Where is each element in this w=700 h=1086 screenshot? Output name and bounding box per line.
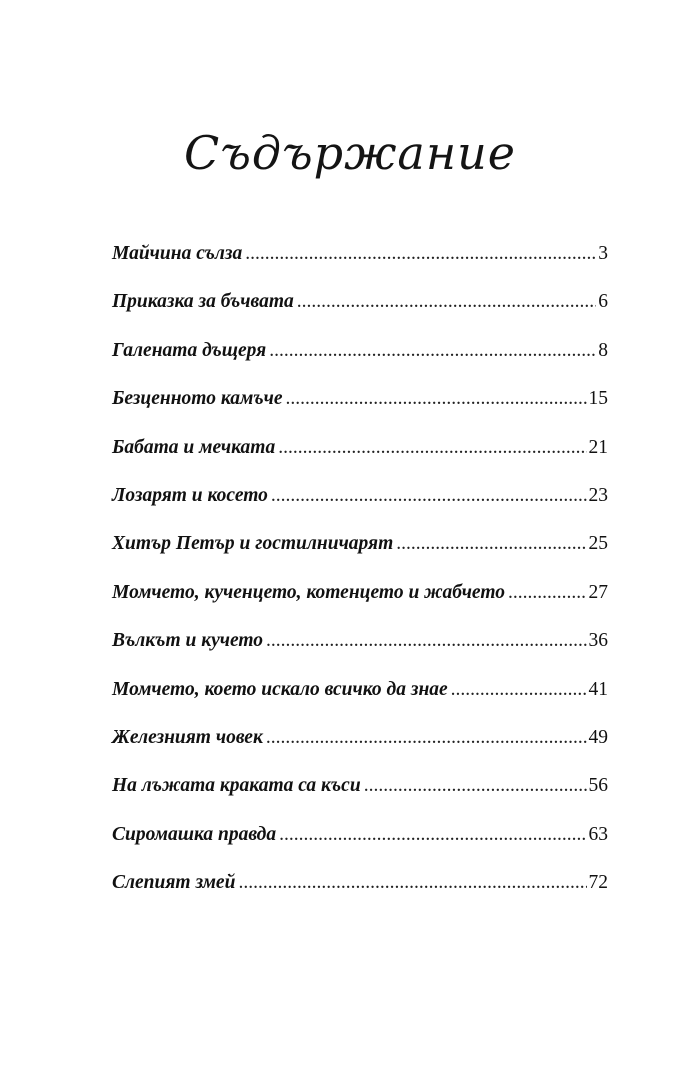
toc-entry-title: Лозарят и косето xyxy=(112,484,268,506)
toc-entry-page: 27 xyxy=(588,581,608,603)
toc-entry xyxy=(112,485,608,533)
dot-leader xyxy=(451,679,587,701)
toc-entry-page: 6 xyxy=(598,291,608,313)
toc-entry-page: 56 xyxy=(588,775,608,797)
toc-entry-title: Железният човек xyxy=(112,726,263,748)
dot-leader xyxy=(266,727,587,749)
toc-entry xyxy=(112,630,608,678)
toc-entry-page: 41 xyxy=(588,678,608,700)
toc-entry xyxy=(112,775,608,823)
toc-entry xyxy=(112,291,608,339)
toc-entry xyxy=(112,533,608,581)
toc-entry-page: 3 xyxy=(598,243,608,264)
dot-leader xyxy=(279,824,586,846)
toc-entry-page: 15 xyxy=(588,388,608,410)
toc-entry xyxy=(112,243,608,291)
dot-leader xyxy=(364,775,587,797)
toc-entry-page: 63 xyxy=(588,823,608,845)
toc-entry-title: Безценното камъче xyxy=(112,388,283,410)
dot-leader xyxy=(297,291,596,313)
toc-entry-page: 25 xyxy=(588,533,608,555)
dot-leader xyxy=(245,243,596,265)
dot-leader xyxy=(266,630,586,652)
toc-entry-page: 49 xyxy=(588,726,608,748)
dot-leader xyxy=(508,582,587,604)
page-title: Съдържание xyxy=(184,126,516,180)
toc-entry xyxy=(112,388,608,436)
dot-leader xyxy=(396,533,586,555)
table-of-contents xyxy=(112,243,608,920)
toc-entry-page: 8 xyxy=(598,339,608,361)
toc-entry-title: На лъжата краката са къси xyxy=(112,775,361,797)
toc-entry-title: Приказка за бъчвата xyxy=(112,291,294,313)
toc-entry xyxy=(112,340,608,388)
dot-leader xyxy=(278,437,586,459)
toc-entry-page: 36 xyxy=(588,630,608,652)
toc-entry xyxy=(112,582,608,630)
dot-leader xyxy=(286,388,587,410)
toc-entry-title: Момчето, което искало всичко да знае xyxy=(112,678,448,700)
toc-entry-page: 72 xyxy=(588,872,608,894)
dot-leader xyxy=(238,872,586,894)
dot-leader xyxy=(269,340,596,362)
toc-entry xyxy=(112,679,608,727)
toc-entry xyxy=(112,872,608,920)
toc-entry xyxy=(112,824,608,872)
toc-entry-title: Слепият змей xyxy=(112,872,236,894)
toc-entry-title: Вълкът и кучето xyxy=(112,630,264,652)
toc-entry-title: Сиромашка правда xyxy=(112,823,277,845)
toc-entry xyxy=(112,727,608,775)
toc-entry-title: Бабата и мечката xyxy=(112,436,276,458)
toc-entry-title: Хитър Петър и гостилничарят xyxy=(112,533,394,555)
toc-entry-title: Майчина сълза xyxy=(112,243,243,264)
toc-entry-title: Галената дъщеря xyxy=(112,339,267,361)
toc-entry-title: Момчето, кученцето, котенцето и жабчето xyxy=(112,581,505,603)
dot-leader xyxy=(271,485,587,507)
toc-entry-page: 23 xyxy=(588,484,608,506)
toc-entry xyxy=(112,437,608,485)
toc-entry-page: 21 xyxy=(588,436,608,458)
